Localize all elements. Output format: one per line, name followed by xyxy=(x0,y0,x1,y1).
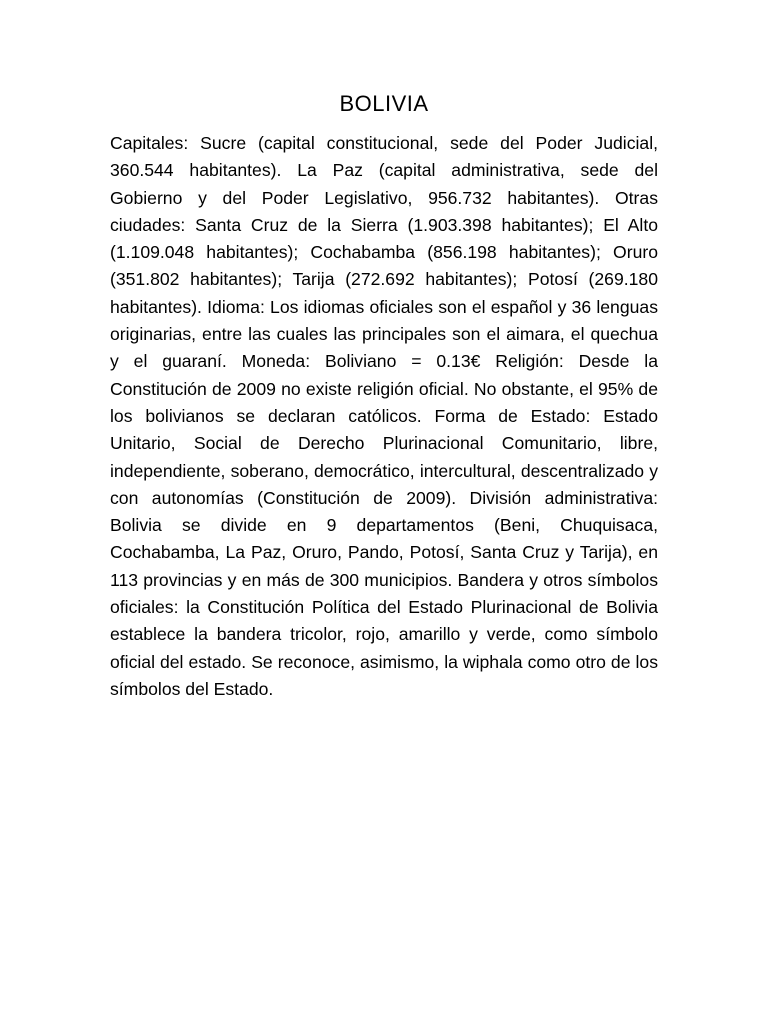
document-body-paragraph: Capitales: Sucre (capital constitucional, sede del Poder Judicial, 360.544 habitantes). La Paz (capital administrativa, sede del Gobierno y del Poder Legislativo, 956.732 habitantes). Otras ciudades: Santa Cruz de la Sierra (1.903.398 habitantes); El Alto (1.109.048 habitantes); Cochabamba (856.198 habitantes); Oruro (351.802 habitantes); Tarija (272.692 habitantes); Potosí (269.180 habitantes). Idioma: Los idiomas oficiales son el español y 36 lenguas originarias, entre las cuales las principales son el aimara, el quechua y el guaraní. Moneda: Boliviano = 0.13€ Religión: Desde la Constitución de 2009 no existe religión oficial. No obstante, el 95% de los bolivianos se declaran católicos. Forma de Estado: Estado Unitario, Social de Derecho Plurinacional Comunitario, libre, independiente, soberano, democrático, intercultural, descentralizado y con autonomías (Constitución de 2009). División administrativa: Bolivia se divide en 9 departamentos (Beni, Chuquisaca, Cochabamba, La Paz, Oruro, Pando, Potosí, Santa Cruz y Tarija), en 113 provincias y en más de 300 municipios. Bandera y otros símbolos oficiales: la Constitución Política del Estado Plurinacional de Bolivia establece la bandera tricolor, rojo, amarillo y verde, como símbolo oficial del estado. Se reconoce, asimismo, la wiphala como otro de los símbolos del Estado. xyxy=(110,133,658,699)
document-title: BOLIVIA xyxy=(339,91,429,116)
